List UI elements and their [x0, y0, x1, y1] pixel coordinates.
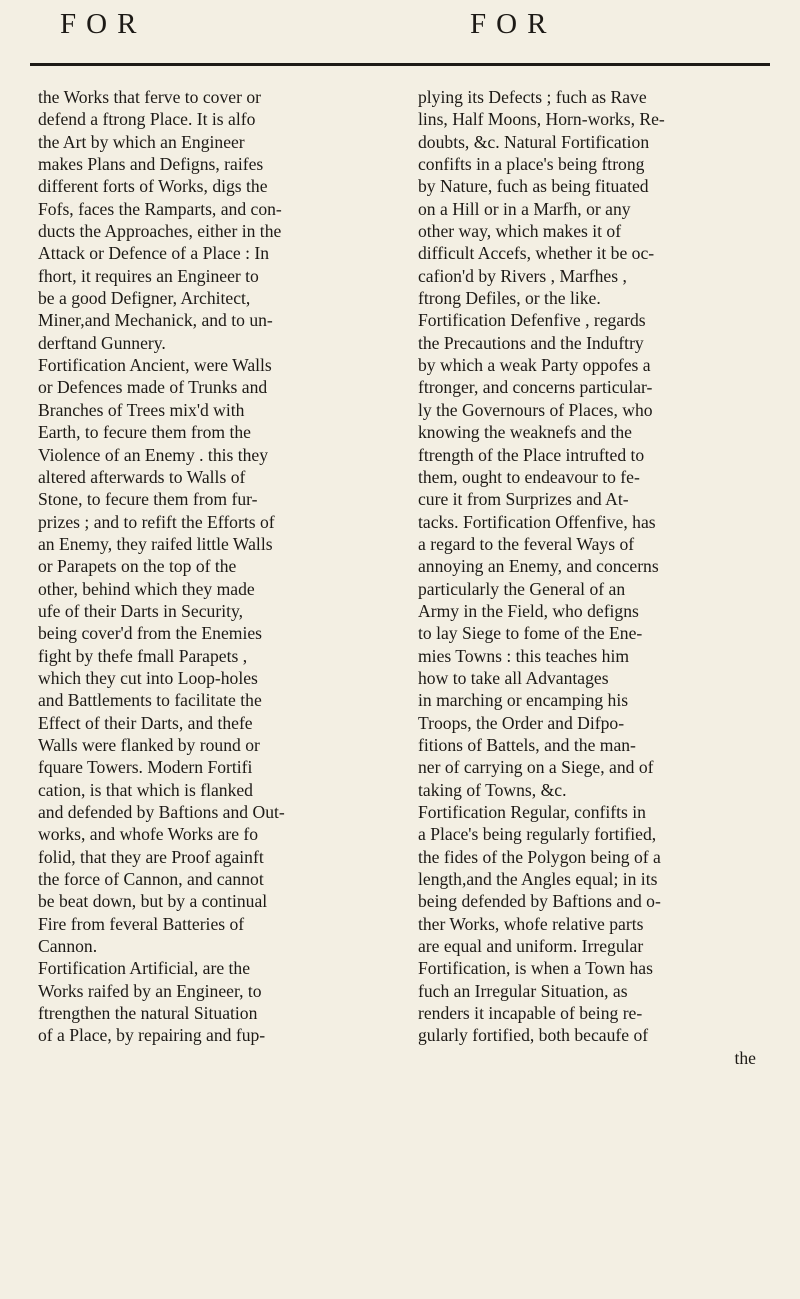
text-line: Violence of an Enemy . this they [38, 444, 269, 465]
text-line: ufe of their Darts in Security, [38, 600, 244, 621]
text-line: difficult Accefs, whether it be oc- [418, 243, 655, 264]
text-line: being defended by Baftions and o- [418, 891, 661, 912]
text-line: by Nature, fuch as being fituated [418, 176, 649, 197]
header-left-word: FOR [60, 8, 147, 40]
text-line: or Parapets on the top of the [38, 556, 237, 577]
text-line: ducts the Approaches, either in the [38, 221, 282, 242]
text-line: doubts, &c. Natural Fortification [418, 131, 650, 152]
text-line: altered afterwards to Walls of [38, 466, 246, 487]
text-line: fhort, it requires an Engineer to [38, 265, 259, 286]
text-line: Stone, to fecure them from fur- [38, 489, 258, 510]
text-line: Army in the Field, who defigns [418, 600, 639, 621]
text-line: ner of carrying on a Siege, and of [418, 757, 654, 778]
text-line: on a Hill or in a Marfh, or any [418, 198, 631, 219]
text-line: ftrong Defiles, or the like. [418, 288, 601, 309]
text-line: Attack or Defence of a Place : In [38, 243, 270, 264]
text-line: particularly the General of an [418, 578, 626, 599]
text-line: cafion'd by Rivers , Marfhes , [418, 265, 627, 286]
catchword: the [734, 1047, 756, 1068]
text-line: cation, is that which is flanked [38, 779, 253, 800]
text-line: mies Towns : this teaches him [418, 645, 630, 666]
text-line: Walls were flanked by round or [38, 734, 260, 755]
text-line: an Enemy, they raifed little Walls [38, 533, 273, 554]
text-line: plying its Defects ; fuch as Rave [418, 87, 647, 107]
text-line: in marching or encamping his [418, 690, 629, 711]
text-line: ly the Governours of Places, who [418, 399, 653, 420]
text-line: Fortification Regular, confifts in [418, 802, 646, 822]
text-line: fight by thefe fmall Parapets , [38, 645, 248, 666]
text-line: other, behind which they made [38, 578, 255, 599]
text-line: Fortification, is when a Town has [418, 958, 653, 979]
text-line: a Place's being regularly fortified, [418, 824, 657, 845]
text-line: Fire from feveral Batteries of [38, 913, 245, 934]
text-line: them, ought to endeavour to fe- [418, 466, 640, 487]
text-line: Miner,and Mechanick, and to un- [38, 310, 273, 331]
text-line: which they cut into Loop-holes [38, 667, 258, 688]
text-line: the force of Cannon, and cannot [38, 869, 264, 890]
text-line: Effect of their Darts, and thefe [38, 712, 253, 733]
text-line: Troops, the Order and Difpo- [418, 712, 625, 733]
header-rule [30, 63, 770, 66]
text-line: annoying an Enemy, and concerns [418, 556, 659, 577]
text-line: cure it from Surprizes and At- [418, 489, 629, 510]
header-right-word: FOR [470, 8, 557, 40]
text-line: being cover'd from the Enemies [38, 623, 262, 644]
text-line: taking of Towns, &c. [418, 779, 567, 800]
text-line: tacks. Fortification Offenfive, has [418, 511, 656, 532]
text-line: prizes ; and to refift the Efforts of [38, 511, 275, 532]
text-line: Works raifed by an Engineer, to [38, 980, 262, 1001]
text-line: defend a ftrong Place. It is alfo [38, 109, 256, 130]
text-line: be beat down, but by a continual [38, 891, 268, 912]
text-line: folid, that they are Proof againft [38, 846, 264, 867]
text-line: gularly fortified, both becaufe of [418, 1025, 649, 1046]
text-line: ftrengthen the natural Situation [38, 1003, 258, 1024]
text-line: makes Plans and Defigns, raifes [38, 154, 264, 175]
running-header [0, 0, 800, 46]
text-line: lins, Half Moons, Horn-works, Re- [418, 109, 665, 130]
text-line: the fides of the Polygon being of a [418, 846, 661, 867]
text-line: knowing the weaknefs and the [418, 422, 632, 443]
text-line: how to take all Advantages [418, 667, 609, 688]
text-line: derftand Gunnery. [38, 332, 166, 353]
text-line: by which a weak Party oppofes a [418, 355, 651, 376]
text-line: fitions of Battels, and the man- [418, 734, 636, 755]
text-line: fuch an Irregular Situation, as [418, 980, 628, 1001]
text-line: ther Works, whofe relative parts [418, 913, 644, 934]
text-line: Fofs, faces the Ramparts, and con- [38, 198, 282, 219]
text-line: or Defences made of Trunks and [38, 377, 268, 398]
text-line: are equal and uniform. Irregular [418, 936, 644, 957]
text-line: and Battlements to facilitate the [38, 690, 262, 711]
text-line: ftronger, and concerns particular- [418, 377, 653, 398]
left-text-column [38, 86, 392, 1047]
text-line: Fortification Artificial, are the [38, 958, 251, 979]
text-line: ftrength of the Place intrufted to [418, 444, 645, 465]
text-line: Earth, to fecure them from the [38, 422, 251, 443]
text-line: other way, which makes it of [418, 221, 622, 242]
text-line: a regard to the feveral Ways of [418, 533, 635, 554]
text-line: the Art by which an Engineer [38, 131, 245, 152]
text-line: Fortification Defenfive , regards [418, 310, 646, 331]
text-line: be a good Defigner, Architect, [38, 288, 251, 309]
text-line: length,and the Angles equal; in its [418, 869, 658, 890]
text-line: works, and whofe Works are fo [38, 824, 259, 845]
right-text-column [418, 86, 776, 1069]
text-line: the Works that ferve to cover or [38, 87, 261, 107]
text-line: of a Place, by repairing and fup- [38, 1025, 266, 1046]
text-line: the Precautions and the Induftry [418, 332, 644, 353]
text-line: to lay Siege to fome of the Ene- [418, 623, 643, 644]
text-line: Cannon. [38, 936, 98, 957]
text-line: and defended by Baftions and Out- [38, 802, 285, 822]
text-line: Fortification Ancient, were Walls [38, 355, 272, 376]
text-line: different forts of Works, digs the [38, 176, 268, 197]
text-line: Branches of Trees mix'd with [38, 399, 245, 420]
text-line: renders it incapable of being re- [418, 1003, 643, 1024]
text-line: fquare Towers. Modern Fortifi [38, 757, 253, 778]
text-line: confifts in a place's being ftrong [418, 154, 645, 175]
